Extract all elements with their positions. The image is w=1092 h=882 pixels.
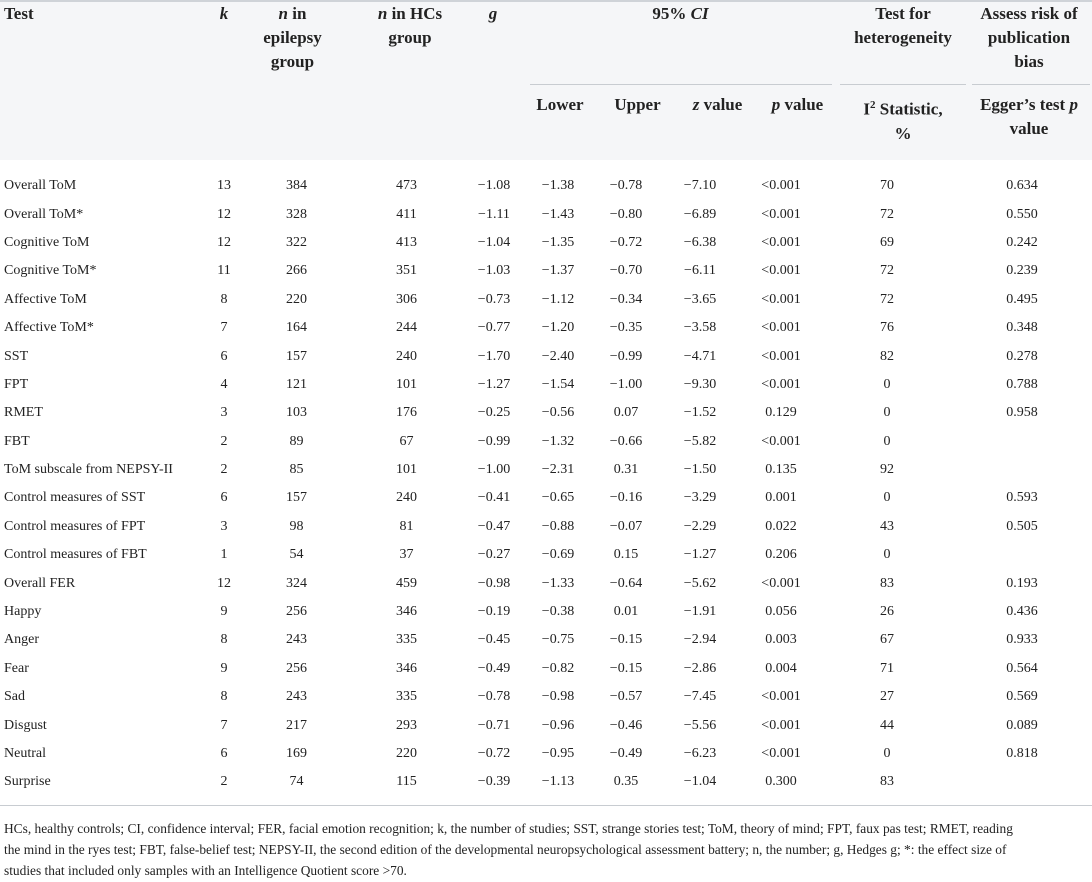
cell-n-hcs: 37 — [399, 547, 414, 563]
cell-lower: −1.37 — [541, 263, 575, 279]
cell-i2: 72 — [880, 291, 894, 307]
cell-n-epilepsy: 328 — [286, 206, 307, 222]
table-row — [0, 598, 1092, 626]
header-publication-bias: Assess risk of publication bias — [980, 4, 1078, 71]
cell-z-value: −1.91 — [683, 604, 717, 620]
cell-n-hcs: 244 — [396, 320, 417, 336]
cell-egger: 0.634 — [1006, 178, 1038, 194]
cell-lower: −0.88 — [541, 518, 575, 534]
cell-test: Affective ToM — [4, 291, 87, 307]
cell-k: 12 — [217, 575, 231, 591]
cell-n-hcs: 67 — [399, 433, 414, 449]
cell-lower: −1.12 — [541, 291, 575, 307]
footnote-line-2: the mind in the ryes test; FBT, false-belief test; NEPSY-II, the second edition of the developmental neuropsychological assessment battery; n, the number; g, Hedges g; *: the effect size of — [4, 842, 1007, 857]
cell-n-epilepsy: 217 — [286, 717, 307, 733]
cell-n-hcs: 413 — [396, 234, 417, 250]
cell-n-epilepsy: 85 — [289, 462, 304, 478]
cell-egger — [952, 541, 1092, 569]
cell-n-hcs: 346 — [396, 660, 417, 676]
cell-z-value: −3.65 — [683, 291, 717, 307]
cell-i2: 71 — [880, 660, 894, 676]
cell-p-value: <0.001 — [761, 263, 801, 279]
cell-g: −0.73 — [477, 291, 511, 307]
cell-n-epilepsy: 121 — [286, 376, 307, 392]
table-row — [0, 456, 1092, 484]
cell-test: Disgust — [4, 717, 47, 733]
cell-p-value: <0.001 — [761, 291, 801, 307]
cell-p-value: 0.135 — [765, 462, 797, 478]
cell-upper: 0.35 — [613, 774, 639, 790]
cell-p-value: <0.001 — [761, 575, 801, 591]
table-row — [0, 286, 1092, 314]
cell-k: 8 — [220, 632, 228, 648]
cell-g: −0.45 — [477, 632, 511, 648]
cell-upper: −0.64 — [609, 575, 643, 591]
cell-n-epilepsy: 169 — [286, 746, 307, 761]
cell-i2: 0 — [883, 547, 891, 563]
cell-lower: −2.40 — [541, 348, 575, 364]
cell-n-epilepsy: 164 — [286, 320, 307, 336]
header-g: g — [488, 4, 498, 23]
cell-k: 6 — [220, 490, 228, 506]
header-z-value: z value — [692, 95, 743, 114]
cell-p-value: <0.001 — [761, 433, 801, 449]
cell-n-hcs: 473 — [396, 178, 417, 194]
cell-g: −0.47 — [477, 518, 511, 534]
cell-g: −1.11 — [478, 206, 510, 222]
cell-upper: −0.70 — [609, 263, 643, 279]
cell-egger: 0.788 — [1006, 376, 1038, 392]
cell-n-epilepsy: 324 — [286, 575, 307, 591]
cell-n-hcs: 101 — [396, 376, 417, 392]
cell-z-value: −6.23 — [683, 746, 717, 761]
cell-p-value: <0.001 — [761, 206, 801, 222]
cell-egger: 0.278 — [1006, 348, 1038, 364]
table-row — [0, 541, 1092, 569]
cell-i2: 82 — [880, 348, 894, 364]
cell-test: SST — [4, 348, 29, 364]
cell-g: −0.25 — [477, 405, 511, 421]
cell-test: Cognitive ToM — [4, 234, 90, 250]
cell-z-value: −1.04 — [683, 774, 717, 790]
cell-i2: 92 — [880, 462, 894, 478]
cell-lower: −1.20 — [541, 320, 575, 336]
cell-egger — [952, 768, 1092, 796]
cell-k: 3 — [220, 518, 228, 534]
cell-n-hcs: 335 — [396, 689, 417, 705]
table-row — [0, 229, 1092, 257]
cell-egger: 0.242 — [1006, 234, 1038, 250]
cell-k: 9 — [220, 604, 228, 620]
cell-i2: 0 — [883, 433, 891, 449]
cell-k: 2 — [220, 462, 228, 478]
cell-n-hcs: 220 — [396, 746, 417, 761]
cell-p-value: <0.001 — [761, 320, 801, 336]
table-footnote — [0, 818, 1092, 881]
cell-lower: −0.38 — [541, 604, 575, 620]
cell-egger: 0.564 — [1006, 660, 1038, 676]
cell-i2: 83 — [880, 774, 894, 790]
cell-test: Overall FER — [4, 575, 76, 591]
header-i2-statistic: $I^2$ Statistic, % — [863, 99, 943, 143]
cell-lower: −1.33 — [541, 575, 575, 591]
cell-n-hcs: 81 — [399, 518, 414, 534]
cell-g: −0.49 — [477, 660, 511, 676]
cell-egger — [952, 428, 1092, 456]
cell-test: Happy — [4, 604, 42, 620]
cell-lower: −0.96 — [541, 717, 575, 733]
cell-test: Control measures of FBT — [4, 547, 147, 563]
cell-i2: 67 — [880, 632, 894, 648]
cell-test: Overall ToM — [4, 178, 77, 194]
cell-egger: 0.593 — [1006, 490, 1038, 506]
cell-n-epilepsy: 103 — [286, 405, 307, 421]
cell-upper: −0.07 — [609, 518, 643, 534]
table-row — [0, 655, 1092, 683]
cell-test: Overall ToM* — [4, 206, 84, 222]
cell-test: RMET — [4, 405, 43, 421]
cell-k: 6 — [220, 746, 228, 761]
cell-p-value: 0.206 — [765, 547, 797, 563]
cell-g: −0.71 — [477, 717, 511, 733]
table-row — [0, 513, 1092, 541]
cell-egger: 0.818 — [1006, 746, 1038, 761]
cell-p-value: 0.022 — [765, 518, 797, 534]
cell-lower: −0.75 — [541, 632, 575, 648]
cell-k: 1 — [220, 547, 228, 563]
cell-g: −1.70 — [477, 348, 511, 364]
cell-upper: 0.01 — [613, 604, 639, 620]
cell-n-epilepsy: 220 — [286, 291, 307, 307]
cell-p-value: <0.001 — [761, 348, 801, 364]
cell-i2: 69 — [880, 234, 894, 250]
cell-lower: −1.13 — [541, 774, 575, 790]
cell-i2: 0 — [883, 405, 891, 421]
cell-n-hcs: 411 — [396, 206, 417, 222]
cell-egger: 0.569 — [1006, 689, 1038, 705]
cell-p-value: 0.001 — [765, 490, 797, 506]
cell-n-hcs: 346 — [396, 604, 417, 620]
cell-g: −1.27 — [477, 376, 511, 392]
cell-i2: 27 — [880, 689, 894, 705]
cell-egger: 0.958 — [1006, 405, 1038, 421]
header-p-value: p value — [771, 95, 824, 114]
cell-i2: 72 — [880, 206, 894, 222]
table-row — [0, 740, 1092, 768]
cell-n-hcs: 351 — [396, 263, 417, 279]
cell-z-value: −5.56 — [683, 717, 717, 733]
ci-group-rule — [530, 84, 832, 85]
cell-upper: −0.34 — [609, 291, 643, 307]
table-row — [0, 371, 1092, 399]
cell-g: −1.00 — [477, 462, 511, 478]
cell-p-value: <0.001 — [761, 376, 801, 392]
header-k: k — [219, 4, 229, 23]
cell-k: 9 — [220, 660, 228, 676]
cell-z-value: −1.50 — [683, 462, 717, 478]
cell-test: FPT — [4, 376, 29, 392]
cell-p-value: 0.003 — [765, 632, 797, 648]
cell-p-value: 0.004 — [765, 660, 797, 676]
table-row — [0, 257, 1092, 285]
cell-n-hcs: 293 — [396, 717, 417, 733]
cell-n-hcs: 176 — [396, 405, 417, 421]
cell-i2: 0 — [883, 746, 891, 761]
bias-group-rule — [972, 84, 1090, 85]
cell-n-epilepsy: 74 — [289, 774, 304, 790]
cell-g: −0.19 — [477, 604, 511, 620]
cell-p-value: <0.001 — [761, 234, 801, 250]
cell-egger: 0.239 — [1006, 263, 1038, 279]
cell-i2: 43 — [880, 518, 894, 534]
table-row — [0, 626, 1092, 654]
cell-lower: −0.56 — [541, 405, 575, 421]
cell-i2: 44 — [880, 717, 894, 733]
cell-p-value: 0.129 — [765, 405, 797, 421]
cell-egger: 0.193 — [1006, 575, 1038, 591]
cell-p-value: <0.001 — [761, 178, 801, 194]
cell-test: Anger — [4, 632, 39, 648]
cell-lower: −1.32 — [541, 433, 575, 449]
cell-lower: −0.98 — [541, 689, 575, 705]
cell-z-value: −9.30 — [683, 376, 717, 392]
cell-n-epilepsy: 157 — [286, 348, 307, 364]
cell-upper: −0.66 — [609, 433, 643, 449]
cell-test: Affective ToM* — [4, 320, 94, 336]
cell-n-epilepsy: 157 — [286, 490, 307, 506]
cell-g: −1.03 — [477, 263, 511, 279]
cell-k: 12 — [217, 234, 231, 250]
cell-lower: −0.95 — [541, 746, 575, 761]
cell-lower: −1.35 — [541, 234, 575, 250]
header-upper: Upper — [614, 95, 661, 114]
cell-n-epilepsy: 98 — [289, 518, 304, 534]
cell-z-value: −5.62 — [683, 575, 717, 591]
cell-n-epilepsy: 266 — [286, 263, 307, 279]
cell-lower: −1.38 — [541, 178, 575, 194]
cell-k: 7 — [220, 717, 228, 733]
cell-test: Control measures of FPT — [4, 518, 146, 534]
cell-i2: 70 — [880, 178, 894, 194]
cell-upper: −0.80 — [609, 206, 643, 222]
cell-z-value: −7.10 — [683, 178, 717, 194]
cell-lower: −0.82 — [541, 660, 575, 676]
cell-upper: −0.46 — [609, 717, 643, 733]
cell-n-hcs: 335 — [396, 632, 417, 648]
table-row — [0, 711, 1092, 739]
cell-n-epilepsy: 256 — [286, 604, 307, 620]
header-heterogeneity: Test for heterogeneity — [854, 4, 952, 47]
cell-n-epilepsy: 256 — [286, 660, 307, 676]
table-row — [0, 172, 1092, 200]
cell-test: Sad — [4, 689, 25, 705]
cell-lower: −0.69 — [541, 547, 575, 563]
cell-k: 6 — [220, 348, 228, 364]
cell-k: 7 — [220, 320, 228, 336]
cell-test: Surprise — [4, 774, 51, 790]
cell-p-value: <0.001 — [761, 746, 801, 761]
cell-z-value: −1.27 — [683, 547, 717, 563]
cell-p-value: <0.001 — [761, 689, 801, 705]
cell-g: −0.39 — [477, 774, 511, 790]
cell-n-hcs: 459 — [396, 575, 417, 591]
cell-g: −1.04 — [477, 234, 511, 250]
cell-upper: −0.16 — [609, 490, 643, 506]
cell-k: 11 — [217, 263, 231, 279]
cell-z-value: −3.29 — [683, 490, 717, 506]
cell-p-value: 0.300 — [765, 774, 797, 790]
cell-lower: −1.43 — [541, 206, 575, 222]
cell-n-hcs: 306 — [396, 291, 417, 307]
table-row — [0, 768, 1092, 796]
cell-egger: 0.550 — [1006, 206, 1038, 222]
cell-upper: −1.00 — [609, 376, 643, 392]
cell-egger: 0.348 — [1006, 320, 1038, 336]
cell-p-value: <0.001 — [761, 717, 801, 733]
cell-egger: 0.436 — [1006, 604, 1038, 620]
cell-g: −0.27 — [477, 547, 511, 563]
cell-g: −0.78 — [477, 689, 511, 705]
results-table — [0, 172, 1092, 797]
cell-k: 4 — [220, 376, 228, 392]
table-row — [0, 484, 1092, 512]
cell-upper: 0.07 — [613, 405, 639, 421]
cell-z-value: −3.58 — [683, 320, 717, 336]
cell-lower: −0.65 — [541, 490, 575, 506]
cell-lower: −2.31 — [541, 462, 575, 478]
cell-test: FBT — [4, 433, 30, 449]
cell-test: Cognitive ToM* — [4, 263, 97, 279]
cell-n-hcs: 240 — [396, 348, 417, 364]
cell-z-value: −2.29 — [683, 518, 717, 534]
cell-k: 3 — [220, 405, 228, 421]
cell-k: 2 — [220, 774, 228, 790]
cell-g: −1.08 — [477, 178, 511, 194]
cell-z-value: −5.82 — [683, 433, 717, 449]
cell-z-value: −6.11 — [684, 263, 716, 279]
header-n-hcs: n in HCs group — [377, 4, 443, 47]
footnote-line-3: studies that included only samples with an Intelligence Quotient score >70. — [4, 863, 407, 878]
cell-egger: 0.933 — [1006, 632, 1038, 648]
cell-n-hcs: 101 — [396, 462, 417, 478]
cell-upper: −0.57 — [609, 689, 643, 705]
header-n-epilepsy: n in epilepsy group — [263, 4, 322, 71]
cell-upper: 0.15 — [613, 547, 639, 563]
cell-i2: 83 — [880, 575, 894, 591]
header-95-ci: 95% CI — [652, 4, 709, 23]
cell-n-epilepsy: 89 — [289, 433, 304, 449]
cell-g: −0.99 — [477, 433, 511, 449]
table-row — [0, 342, 1092, 370]
cell-n-hcs: 115 — [396, 774, 417, 790]
cell-i2: 26 — [880, 604, 894, 620]
cell-i2: 0 — [883, 490, 891, 506]
cell-k: 12 — [217, 206, 231, 222]
table-row — [0, 200, 1092, 228]
cell-test: Neutral — [4, 746, 46, 761]
cell-g: −0.98 — [477, 575, 511, 591]
cell-n-epilepsy: 243 — [286, 689, 307, 705]
cell-test: Control measures of SST — [4, 490, 146, 506]
cell-upper: 0.31 — [613, 462, 639, 478]
header-test: Test — [4, 4, 34, 23]
cell-k: 13 — [217, 178, 231, 194]
cell-i2: 0 — [883, 376, 891, 392]
cell-n-epilepsy: 54 — [289, 547, 304, 563]
table-bottom-rule — [0, 805, 1092, 806]
cell-i2: 72 — [880, 263, 894, 279]
cell-n-epilepsy: 384 — [286, 178, 307, 194]
cell-lower: −1.54 — [541, 376, 575, 392]
cell-n-hcs: 240 — [396, 490, 417, 506]
cell-z-value: −6.89 — [683, 206, 717, 222]
cell-i2: 76 — [880, 320, 894, 336]
cell-z-value: −2.86 — [683, 660, 717, 676]
cell-k: 8 — [220, 291, 228, 307]
cell-upper: −0.15 — [609, 660, 643, 676]
cell-egger: 0.089 — [1006, 717, 1038, 733]
cell-k: 8 — [220, 689, 228, 705]
cell-upper: −0.15 — [609, 632, 643, 648]
cell-test: ToM subscale from NEPSY-II — [4, 462, 173, 478]
cell-egger: 0.505 — [1006, 518, 1038, 534]
cell-k: 2 — [220, 433, 228, 449]
header-eggers-test: Egger’s test p value — [980, 95, 1078, 138]
cell-g: −0.77 — [477, 320, 511, 336]
cell-z-value: −4.71 — [683, 348, 717, 364]
cell-egger: 0.495 — [1006, 291, 1038, 307]
cell-upper: −0.72 — [609, 234, 643, 250]
cell-z-value: −1.52 — [683, 405, 717, 421]
cell-g: −0.72 — [477, 746, 511, 761]
cell-n-epilepsy: 322 — [286, 234, 307, 250]
cell-n-epilepsy: 243 — [286, 632, 307, 648]
table-row — [0, 683, 1092, 711]
table-row — [0, 569, 1092, 597]
cell-upper: −0.49 — [609, 746, 643, 761]
table-row — [0, 314, 1092, 342]
table-row — [0, 428, 1092, 456]
cell-test: Fear — [4, 660, 29, 676]
cell-upper: −0.78 — [609, 178, 643, 194]
cell-z-value: −2.94 — [683, 632, 717, 648]
header-lower: Lower — [536, 95, 584, 114]
cell-p-value: 0.056 — [765, 604, 797, 620]
cell-g: −0.41 — [477, 490, 511, 506]
cell-z-value: −6.38 — [683, 234, 717, 250]
cell-upper: −0.99 — [609, 348, 643, 364]
footnote-line-1: HCs, healthy controls; CI, confidence interval; FER, facial emotion recognition; k, the number of studies; SST, strange stories test; ToM, theory of mind; FPT, faux pas test; RMET, reading — [4, 821, 1013, 836]
cell-upper: −0.35 — [609, 320, 643, 336]
heterogeneity-group-rule — [840, 84, 966, 85]
cell-egger — [952, 456, 1092, 484]
cell-z-value: −7.45 — [683, 689, 717, 705]
table-row — [0, 399, 1092, 427]
